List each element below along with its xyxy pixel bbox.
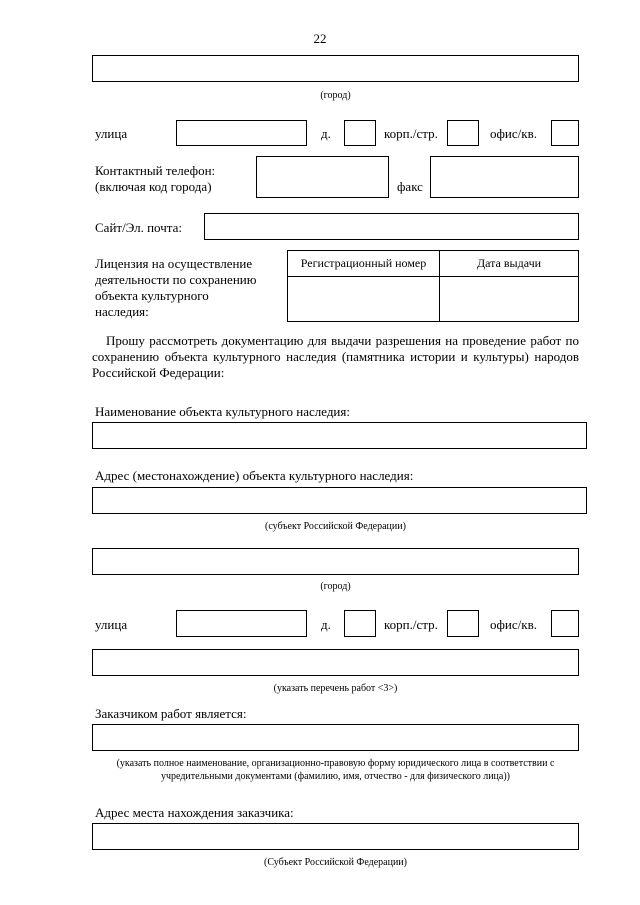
customer-subject-caption: (Субъект Российской Федерации)	[263, 857, 407, 868]
customer-caption-line1: (указать полное наименование, организационно-правовую форму юридического лица в соответствии с	[116, 758, 555, 769]
heritage-building-label: корп./стр.	[384, 617, 438, 632]
applicant-building-field[interactable]	[447, 120, 479, 146]
heritage-name-label: Наименование объекта культурного наследия:	[95, 404, 350, 419]
heritage-name-field[interactable]	[92, 422, 587, 449]
heritage-city-caption: (город)	[320, 581, 351, 592]
customer-label: Заказчиком работ является:	[95, 706, 247, 721]
license-label-line4: наследия:	[95, 304, 149, 319]
applicant-office-label: офис/кв.	[490, 126, 537, 141]
heritage-office-field[interactable]	[551, 610, 579, 637]
site-email-label: Сайт/Эл. почта:	[95, 220, 182, 235]
customer-name-field[interactable]	[92, 724, 579, 751]
applicant-street-field[interactable]	[176, 120, 307, 146]
customer-subject-field[interactable]	[92, 823, 579, 850]
phone-label-line2: (включая код города)	[95, 179, 212, 194]
heritage-subject-field[interactable]	[92, 487, 587, 514]
license-table	[287, 250, 579, 322]
heritage-subject-caption: (субъект Российской Федерации)	[265, 521, 406, 532]
applicant-house-label: д.	[321, 126, 331, 141]
heritage-street-field[interactable]	[176, 610, 307, 637]
applicant-office-field[interactable]	[551, 120, 579, 146]
applicant-street-label: улица	[95, 126, 128, 141]
license-label-line3: объекта культурного	[95, 288, 209, 303]
applicant-building-label: корп./стр.	[384, 126, 438, 141]
license-col-issue-date: Дата выдачи	[440, 251, 579, 277]
heritage-city-field[interactable]	[92, 548, 579, 575]
phone-label-line1: Контактный телефон:	[95, 163, 216, 178]
license-col-reg-number: Регистрационный номер	[288, 251, 440, 277]
fax-label: факс	[397, 179, 423, 194]
license-label-line1: Лицензия на осуществление	[95, 256, 253, 271]
heritage-house-field[interactable]	[344, 610, 376, 637]
applicant-city-field[interactable]	[92, 55, 579, 82]
heritage-street-label: улица	[95, 617, 128, 632]
page-number: 22	[313, 31, 327, 46]
heritage-building-field[interactable]	[447, 610, 479, 637]
works-list-field[interactable]	[92, 649, 579, 676]
heritage-address-label: Адрес (местонахождение) объекта культурного наследия:	[95, 468, 414, 483]
fax-field[interactable]	[430, 156, 579, 198]
license-label-line2: деятельности по сохранению	[95, 272, 257, 287]
license-issue-date-cell[interactable]	[440, 277, 579, 322]
site-email-field[interactable]	[204, 213, 579, 240]
customer-address-label: Адрес места нахождения заказчика:	[95, 805, 294, 820]
heritage-office-label: офис/кв.	[490, 617, 537, 632]
works-list-caption: (указать перечень работ <3>)	[273, 683, 398, 694]
license-reg-number-cell[interactable]	[288, 277, 440, 322]
applicant-house-field[interactable]	[344, 120, 376, 146]
heritage-house-label: д.	[321, 617, 331, 632]
request-paragraph: Прошу рассмотреть документацию для выдачи разрешения на проведение работ по сохранению объекта культурного наследия (памятника истории и культуры) народов Российской Федерации:	[92, 333, 579, 380]
phone-field[interactable]	[256, 156, 389, 198]
applicant-city-caption: (город)	[320, 90, 351, 101]
customer-caption-line2: учредительными документами (фамилию, имя, отчество - для физического лица))	[160, 771, 510, 782]
